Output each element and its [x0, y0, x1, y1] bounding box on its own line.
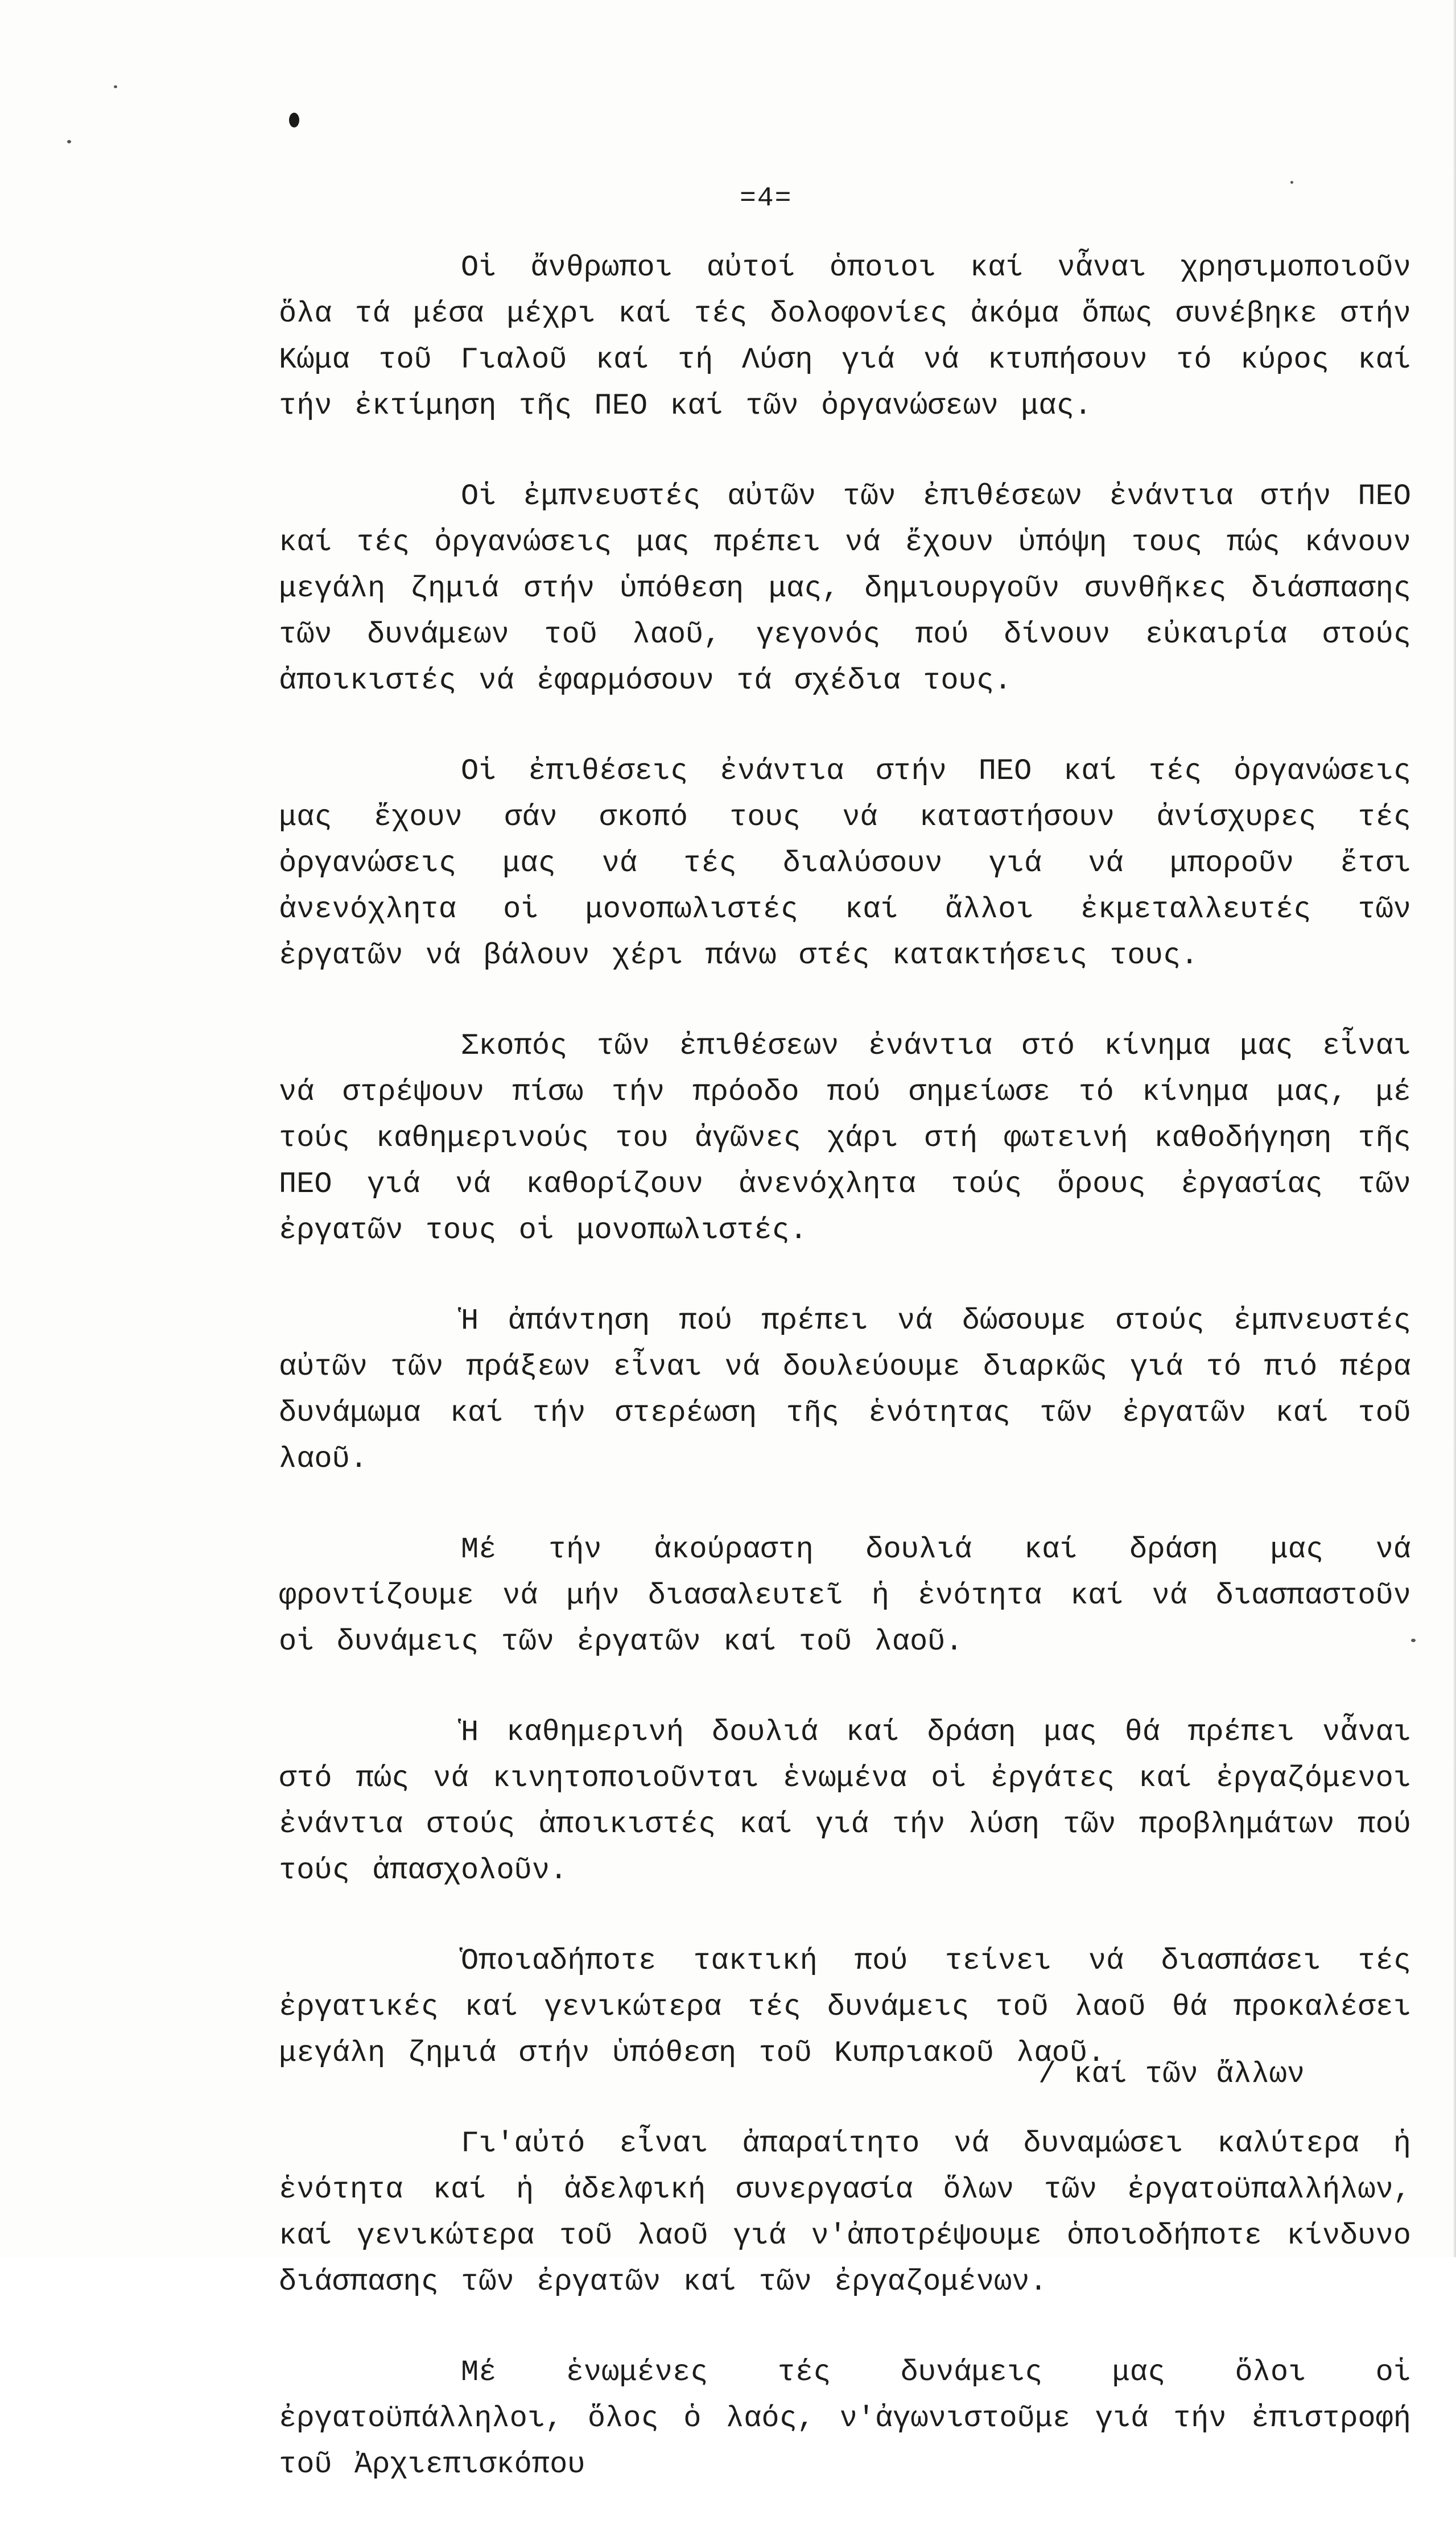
- scan-speck: [1411, 1639, 1416, 1642]
- scan-speck: [1290, 181, 1293, 184]
- body-text: [279, 245, 1411, 2532]
- paragraph: Σκοπός τῶν ἐπιθέσεων ἐνάντια στό κίνημα μας εἶναι νά στρέψουν πίσω τήν πρόοδο πού σημείωσε τό κίνημα μας, μέ τούς καθημερινούς του ἀγῶνες χάρι στή φωτεινή καθοδήγηση τῆς ΠΕΟ γιά νά καθορίζουν ἀνενόχλητα τούς ὅρους ἐργασίας τῶν ἐργατῶν τους οἱ μονοπωλιστές.: [279, 1029, 1411, 1247]
- paragraph: Ὁποιαδήποτε τακτική πού τείνει νά διασπάσει τές ἐργατικές καί γενικώτερα τές δυνάμεις τοῦ λαοῦ θά προκαλέσει μεγάλη ζημιά στήν ὑπόθεση τοῦ Κυπριακοῦ λαοῦ.: [279, 1944, 1411, 2070]
- page-number: =4=: [740, 183, 793, 214]
- ink-blot: [289, 113, 299, 127]
- paragraph: Οἱ ἐπιθέσεις ἐνάντια στήν ΠΕΟ καί τές ὀργανώσεις μας ἔχουν σάν σκοπό τους νά καταστήσουν ἀνίσχυρες τές ὀργανώσεις μας νά τές διαλύσουν γιά νά μποροῦν ἔτσι ἀνενόχλητα οἱ μονοπωλιστές καί ἄλλοι ἐκμεταλλευτές τῶν ἐργατῶν νά βάλουν χέρι πάνω στές κατακτήσεις τους.: [279, 754, 1411, 972]
- continuation-note: / καί τῶν ἄλλων: [1038, 2057, 1305, 2091]
- scan-speck: [67, 140, 71, 143]
- paragraph: Ἡ καθημερινή δουλιά καί δράση μας θά πρέπει νἆναι στό πώς νά κινητοποιοῦνται ἑνωμένα οἱ ἐργάτες καί ἐργαζόμενοι ἐνάντια στούς ἀποικιστές καί γιά τήν λύση τῶν προβλημάτων πού τούς ἀπασχολοῦν.: [279, 1716, 1411, 1887]
- paragraph: Μέ τήν ἀκούραστη δουλιά καί δράση μας νά φροντίζουμε νά μήν διασαλευτεῖ ἡ ἑνότητα καί νά διασπαστοῦν οἱ δυνάμεις τῶν ἐργατῶν καί τοῦ λαοῦ.: [279, 1533, 1411, 1659]
- scan-edge: [1453, 0, 1456, 2257]
- paragraph: Γι'αὐτό εἶναι ἀπαραίτητο νά δυναμώσει καλύτερα ἡ ἑνότητα καί ἡ ἀδελφική συνεργασία ὅλων τῶν ἐργατοϋπαλλήλων, καί γενικώτερα τοῦ λαοῦ γιά ν'ἀποτρέψουμε ὁποιοδήποτε κίνδυνο διάσπασης τῶν ἐργατῶν καί τῶν ἐργαζομένων.: [279, 2127, 1411, 2299]
- paragraph: Οἱ ἐμπνευστές αὐτῶν τῶν ἐπιθέσεων ἐνάντια στήν ΠΕΟ καί τές ὀργανώσεις μας πρέπει νά ἔχουν ὑπόψη τους πώς κάνουν μεγάλη ζημιά στήν ὑπόθεση μας, δημιουργοῦν συνθῆκες διάσπασης τῶν δυνάμεων τοῦ λαοῦ, γεγονός πού δίνουν εὐκαιρία στούς ἀποικιστές νά ἐφαρμόσουν τά σχέδια τους.: [279, 480, 1411, 698]
- scan-speck: [114, 85, 117, 88]
- paragraph: Ἡ ἀπάντηση πού πρέπει νά δώσουμε στούς ἐμπνευστές αὐτῶν τῶν πράξεων εἶναι νά δουλεύουμε διαρκῶς γιά τό πιό πέρα δυνάμωμα καί τήν στερέωση τῆς ἑνότητας τῶν ἐργατῶν καί τοῦ λαοῦ.: [279, 1304, 1411, 1476]
- paragraph: Μέ ἑνωμένες τές δυνάμεις μας ὅλοι οἱ ἐργατοϋπάλληλοι, ὅλος ὁ λαός, ν'ἀγωνιστοῦμε γιά τήν ἐπιστροφή τοῦ Ἀρχιεπισκόπου: [279, 2356, 1411, 2481]
- paragraph: Οἱ ἄνθρωποι αὐτοί ὁποιοι καί νἆναι χρησιμοποιοῦν ὅλα τά μέσα μέχρι καί τές δολοφονίες ἀκόμα ὅπως συνέβηκε στήν Κώμα τοῦ Γιαλοῦ καί τή Λύση γιά νά κτυπήσουν τό κύρος καί τήν ἐκτίμηση τῆς ΠΕΟ καί τῶν ὀργανώσεων μας.: [279, 251, 1411, 423]
